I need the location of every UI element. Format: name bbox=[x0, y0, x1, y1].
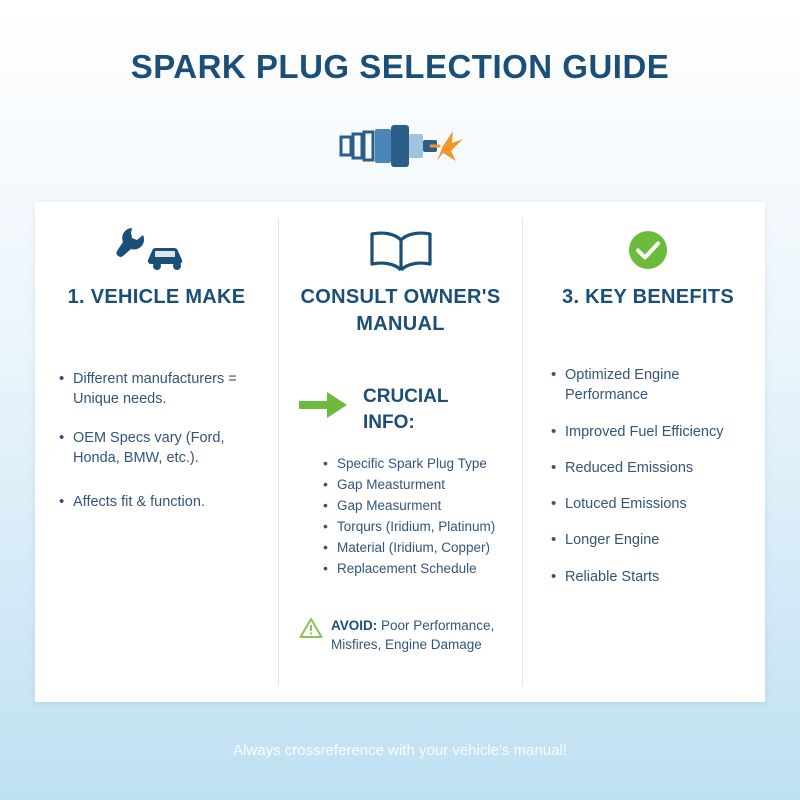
avoid-text bbox=[331, 616, 504, 655]
column-heading: 3. KEY BENEFITS bbox=[562, 286, 734, 308]
open-book-icon bbox=[297, 226, 504, 278]
list-item: • Gap Measturment bbox=[323, 475, 504, 496]
warning-triangle-icon bbox=[299, 617, 323, 644]
avoid-description: Poor Performance, Misfires, Engine Damage bbox=[331, 617, 495, 653]
page-title: SPARK PLUG SELECTION GUIDE bbox=[130, 48, 670, 85]
crucial-info-label: CRUCIAL INFO: bbox=[363, 386, 449, 433]
list-item: • Reliable Starts bbox=[549, 567, 747, 587]
list-item: • Material (Iridium, Copper) bbox=[323, 538, 504, 559]
list-item: • OEM Specs vary (Ford, Honda, BMW, etc.). bbox=[57, 428, 256, 469]
column-heading: 1. VEHICLE MAKE bbox=[67, 286, 246, 308]
list-item: • Gap Measurment bbox=[323, 496, 504, 517]
manual-details-list bbox=[323, 454, 504, 580]
column-owners-manual bbox=[279, 202, 522, 702]
crucial-info-row bbox=[297, 384, 504, 440]
content-card bbox=[35, 202, 765, 702]
green-check-circle-icon bbox=[549, 226, 747, 278]
list-item: • Replacement Schedule bbox=[323, 559, 504, 580]
column-heading: CONSULT OWNER'S MANUAL bbox=[300, 286, 501, 335]
column-vehicle-make bbox=[35, 202, 278, 702]
list-item: • Reduced Emissions bbox=[549, 458, 747, 478]
list-item: • Torqurs (Iridium, Platinum) bbox=[323, 517, 504, 538]
spark-plug-icon bbox=[0, 115, 800, 182]
list-item: • Longer Engine bbox=[549, 530, 747, 550]
green-arrow-icon bbox=[297, 390, 349, 425]
key-benefits-list bbox=[549, 365, 747, 587]
column-key-benefits bbox=[523, 202, 765, 702]
list-item: • Lotuced Emissions bbox=[549, 494, 747, 514]
avoid-warning bbox=[297, 616, 504, 655]
list-item: • Affects fit & function. bbox=[57, 492, 256, 512]
list-item: • Optimized Engine Performance bbox=[549, 365, 747, 406]
list-item: • Different manufacturers = Unique needs. bbox=[57, 369, 256, 410]
wrench-and-car-icon bbox=[57, 226, 256, 278]
footer-note: Always crossreference with your vehicle's manual! bbox=[233, 742, 567, 759]
avoid-label: AVOID: bbox=[331, 617, 378, 633]
list-item: • Specific Spark Plug Type bbox=[323, 454, 504, 475]
list-item: • Improved Fuel Efficiency bbox=[549, 422, 747, 442]
vehicle-make-bullets bbox=[57, 369, 256, 512]
